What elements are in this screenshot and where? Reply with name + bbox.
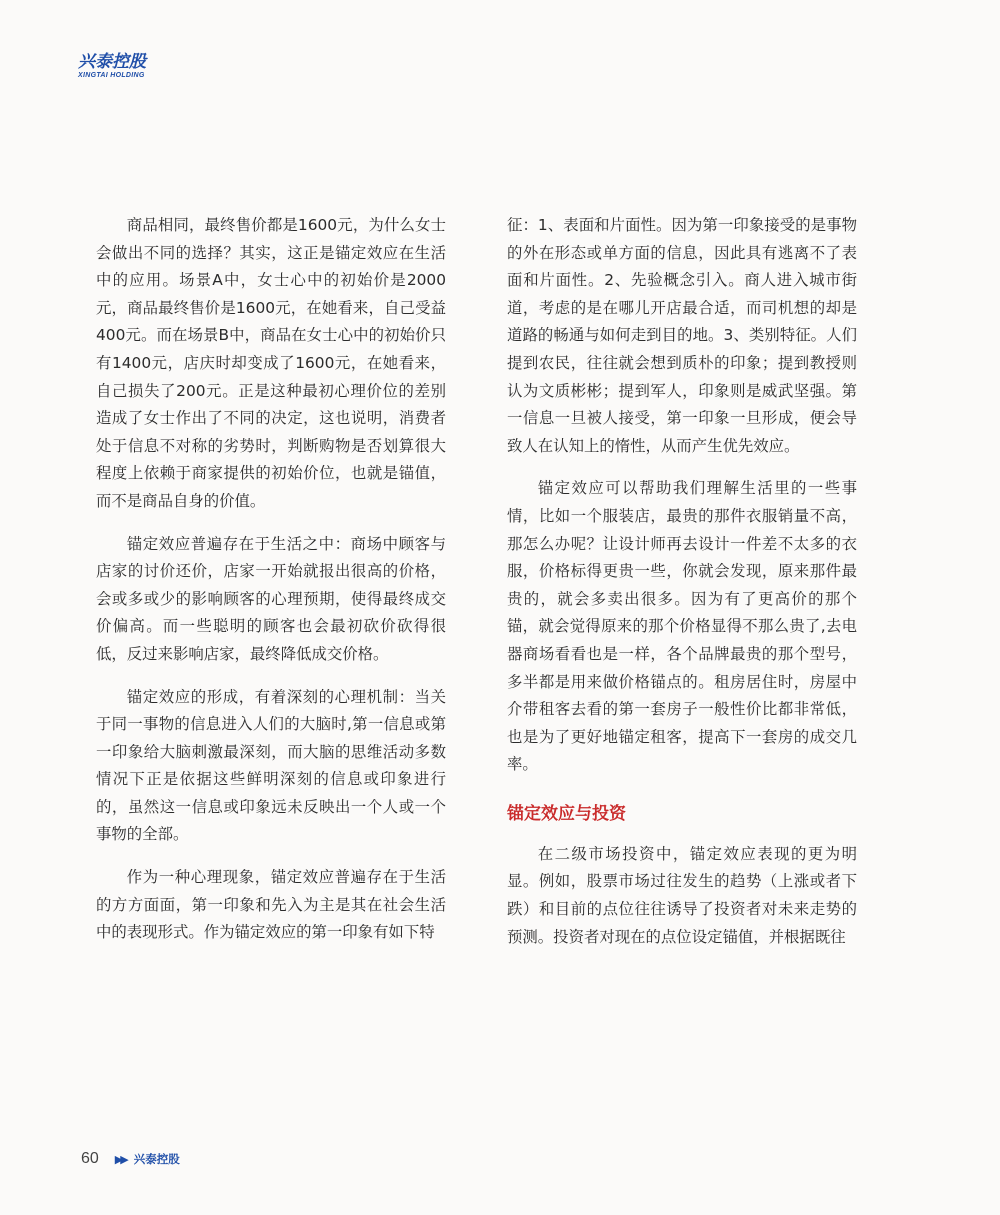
right-column (507, 212, 857, 966)
paragraph: 在二级市场投资中，锚定效应表现的更为明显。例如，股票市场过往发生的趋势（上涨或者下跌）和目前的点位往往诱导了投资者对未来走势的预测。投资者对现在的点位设定锚值，并根据既往 (507, 844, 857, 946)
page-footer (81, 1150, 180, 1168)
company-logo (78, 54, 146, 80)
paragraph: 征：1、表面和片面性。因为第一印象接受的是事物的外在形态或单方面的信息，因此具有逃离不了表面和片面性。2、先验概念引入。商人进入城市街道，考虑的是在哪儿开店最合适，而司机想的却是道路的畅通与如何走到目的地。3、类别特征。人们提到农民，往往就会想到质朴的印象；提到教授则认为文质彬彬；提到军人，印象则是威武坚强。第一信息一旦被人接受，第一印象一旦形成，便会导致人在认知上的惰性，从而产生优先效应。 (507, 216, 857, 455)
left-column (96, 212, 446, 962)
footer-brand: 兴泰控股 (133, 1152, 180, 1166)
page-number: 60 (81, 1150, 99, 1167)
logo-chinese-text: 兴泰控股 (78, 52, 146, 72)
paragraph: 作为一种心理现象，锚定效应普遍存在于生活的方方面面，第一印象和先入为主是其在社会生活中的表现形式。作为锚定效应的第一印象有如下特 (96, 868, 446, 942)
paragraph: 锚定效应普遍存在于生活之中：商场中顾客与店家的讨价还价，店家一开始就报出很高的价格，会或多或少的影响顾客的心理预期，使得最终成交价偏高。而一些聪明的顾客也会最初砍价砍得很低，反过来影响店家，最终降低成交价格。 (96, 534, 446, 663)
logo-english-text: XINGTAI HOLDING (78, 72, 145, 79)
section-heading: 锚定效应与投资 (507, 803, 626, 824)
paragraph: 商品相同，最终售价都是1600元，为什么女士会做出不同的选择？其实，这正是锚定效应在生活中的应用。场景A中，女士心中的初始价是2000元，商品最终售价是1600元，在她看来，自己受益400元。而在场景B中，商品在女士心中的初始价只有1400元，店庆时却变成了1600元，在她看来，自己损失了200元。正是这种最初心理价位的差别造成了女士作出了不同的决定，这也说明，消费者处于信息不对称的劣势时，判断购物是否划算很大程度上依赖于商家提供的初始价位，也就是锚值，而不是商品自身的价值。 (96, 216, 446, 510)
paragraph: 锚定效应的形成，有着深刻的心理机制：当关于同一事物的信息进入人们的大脑时,第一信息或第一印象给大脑刺激最深刻，而大脑的思维活动多数情况下正是依据这些鲜明深刻的信息或印象进行的，虽然这一信息或印象远未反映出一个人或一个事物的全部。 (96, 687, 446, 844)
double-chevron-right-icon: ▶▶ (114, 1152, 126, 1166)
paragraph: 锚定效应可以帮助我们理解生活里的一些事情，比如一个服装店，最贵的那件衣服销量不高，那怎么办呢？让设计师再去设计一件差不太多的衣服，价格标得更贵一些，你就会发现，原来那件最贵的，就会多卖出很多。因为有了更高价的那个锚，就会觉得原来的那个价格显得不那么贵了,去电器商场看看也是一样，各个品牌最贵的那个型号，多半都是用来做价格锚点的。租房居住时，房屋中介带租客去看的第一套房子一般性价比都非常低，也是为了更好地锚定租客，提高下一套房的成交几率。 (507, 479, 857, 774)
